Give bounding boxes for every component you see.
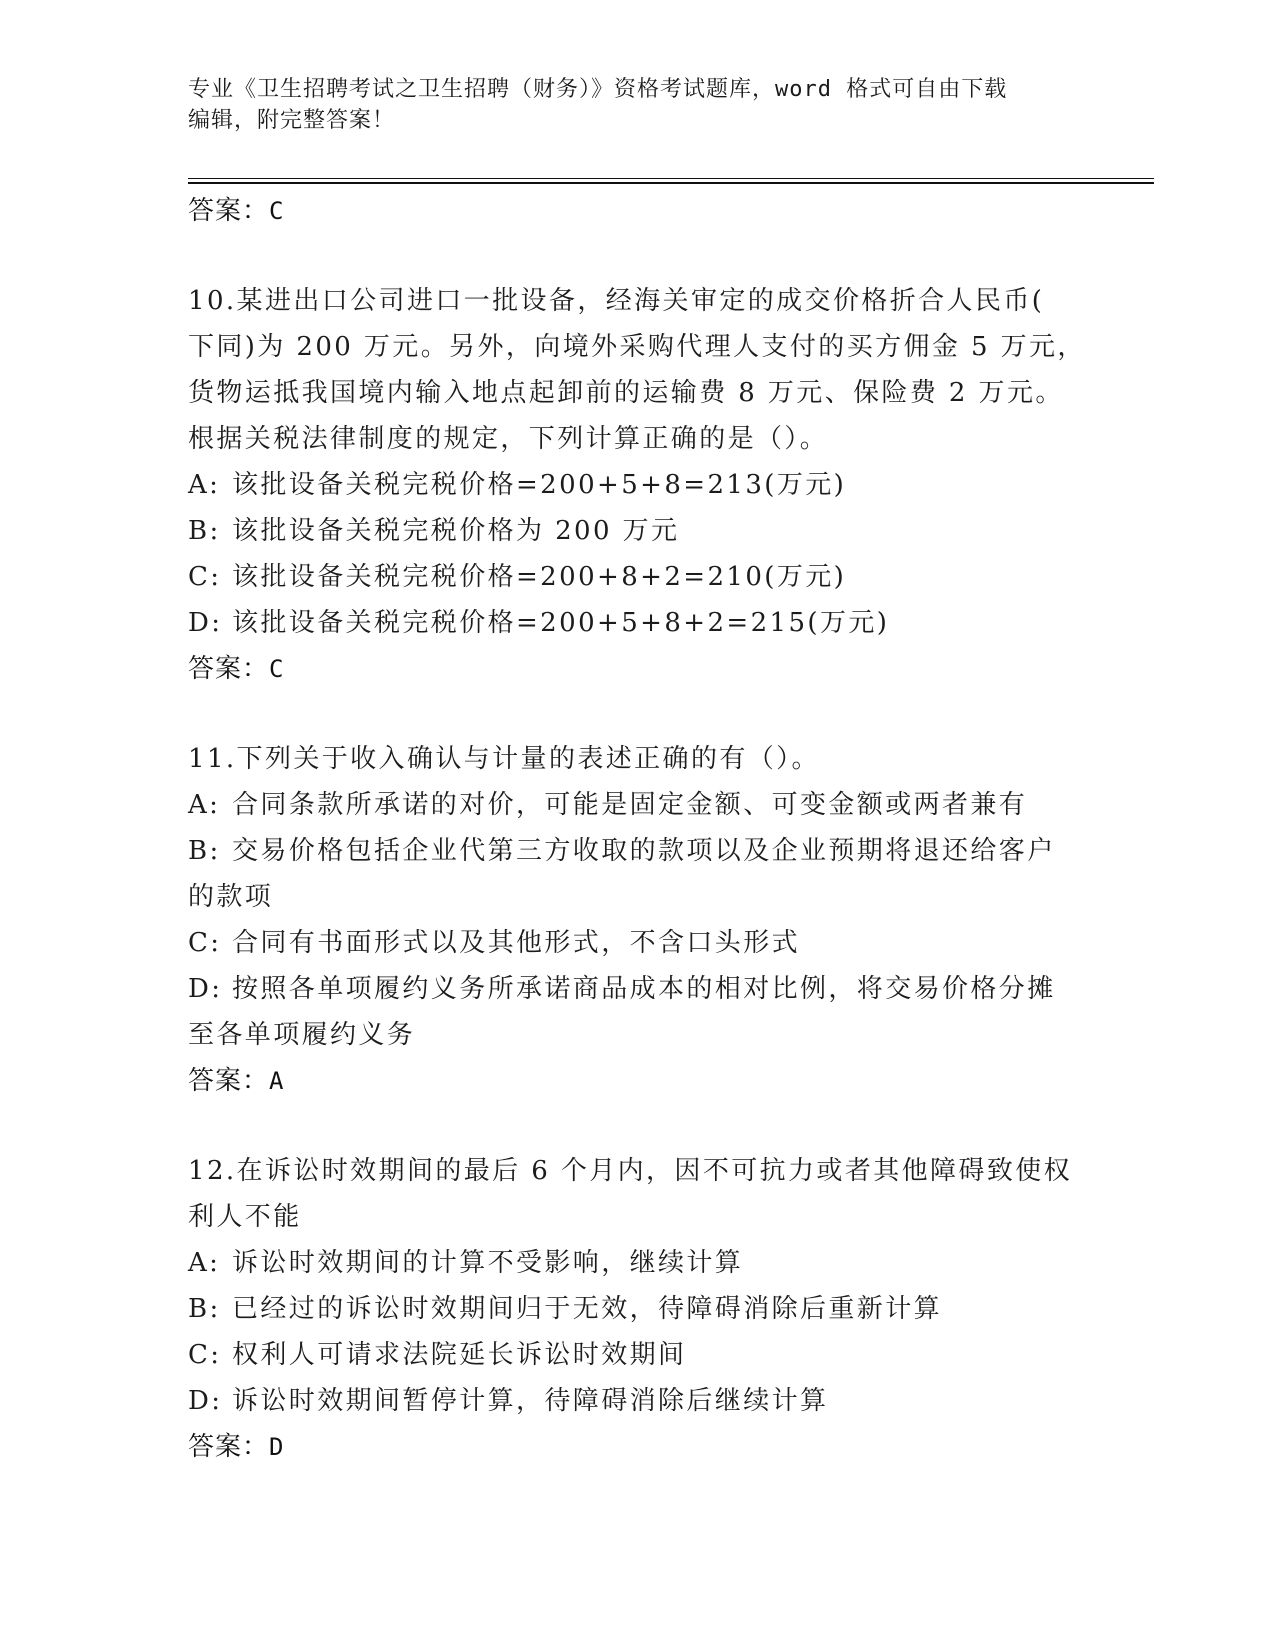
question-text-line: 利人不能 [188, 1202, 302, 1232]
option-b [188, 1286, 1088, 1332]
option-text: 该批设备关税完税价格为 200 万元 [232, 516, 680, 546]
question-text-line: 下同)为 200 万元。另外，向境外采购代理人支付的买方佣金 5 万元， [188, 332, 1086, 362]
option-c [188, 1332, 1088, 1378]
option-text: 诉讼时效期间暂停计算，待障碍消除后继续计算 [232, 1386, 829, 1416]
option-text: 合同有书面形式以及其他形式，不含口头形式 [232, 928, 801, 958]
option-a [188, 1240, 1088, 1286]
option-text: 合同条款所承诺的对价，可能是固定金额、可变金额或两者兼有 [232, 790, 1028, 820]
answer-line [188, 1058, 1088, 1104]
answer-line [188, 188, 1088, 234]
option-c [188, 554, 1088, 600]
question-content [188, 188, 1088, 1470]
option-b [188, 828, 1088, 874]
option-text: 按照各单项履约义务所承诺商品成本的相对比例，将交易价格分摊 [232, 974, 1056, 1004]
option-letter: D: [188, 1386, 223, 1416]
option-letter: A: [188, 790, 221, 820]
option-letter: C: [188, 928, 222, 958]
option-letter: C: [188, 562, 222, 592]
header-rule-thick [188, 182, 1154, 184]
option-d [188, 600, 1088, 646]
answer-value: A [269, 1067, 285, 1095]
option-b-continuation: 的款项 [188, 882, 274, 912]
option-text: 该批设备关税完税价格=200+5+8=213(万元) [232, 470, 847, 500]
option-letter: B: [188, 516, 221, 546]
option-a [188, 462, 1088, 508]
option-text: 权利人可请求法院延长诉讼时效期间 [232, 1340, 687, 1370]
answer-line [188, 1424, 1088, 1470]
answer-label: 答案： [188, 1066, 270, 1096]
question-text-line: 货物运抵我国境内输入地点起卸前的运输费 8 万元、保险费 2 万元。 [188, 378, 1064, 408]
option-d-continuation: 至各单项履约义务 [188, 1020, 416, 1050]
option-letter: D: [188, 608, 223, 638]
header-rule-thin [188, 178, 1154, 179]
question-block [188, 278, 1088, 692]
option-c [188, 920, 1088, 966]
option-text: 该批设备关税完税价格=200+5+8+2=215(万元) [232, 608, 890, 638]
question-text-line: 12.在诉讼时效期间的最后 6 个月内，因不可抗力或者其他障碍致使权 [188, 1156, 1073, 1186]
answer-label: 答案： [188, 654, 270, 684]
answer-value: C [269, 197, 285, 225]
answer-value: C [269, 655, 285, 683]
option-letter: C: [188, 1340, 222, 1370]
option-letter: B: [188, 836, 221, 866]
option-letter: A: [188, 470, 221, 500]
header-line-1: 专业《卫生招聘考试之卫生招聘（财务）》资格考试题库，word 格式可自由下载 [188, 77, 1008, 102]
option-b [188, 508, 1088, 554]
document-header [188, 74, 1088, 136]
option-text: 该批设备关税完税价格=200+8+2=210(万元) [232, 562, 847, 592]
answer-value: D [269, 1433, 285, 1461]
option-d [188, 1378, 1088, 1424]
option-text: 已经过的诉讼时效期间归于无效，待障碍消除后重新计算 [232, 1294, 943, 1324]
answer-line [188, 646, 1088, 692]
option-d [188, 966, 1088, 1012]
option-a [188, 782, 1088, 828]
question-block [188, 736, 1088, 1104]
question-text-line: 11.下列关于收入确认与计量的表述正确的有（）。 [188, 744, 820, 774]
option-text: 诉讼时效期间的计算不受影响，继续计算 [232, 1248, 744, 1278]
header-line-2: 编辑，附完整答案！ [188, 108, 396, 133]
question-text-line: 根据关税法律制度的规定，下列计算正确的是（）。 [188, 424, 829, 454]
answer-label: 答案： [188, 196, 270, 226]
option-letter: B: [188, 1294, 221, 1324]
option-letter: D: [188, 974, 223, 1004]
question-text-line: 10.某进出口公司进口一批设备，经海关审定的成交价格折合人民币( [188, 286, 1045, 316]
question-block [188, 1148, 1088, 1470]
option-text: 交易价格包括企业代第三方收取的款项以及企业预期将退还给客户 [232, 836, 1056, 866]
answer-label: 答案： [188, 1432, 270, 1462]
option-letter: A: [188, 1248, 221, 1278]
